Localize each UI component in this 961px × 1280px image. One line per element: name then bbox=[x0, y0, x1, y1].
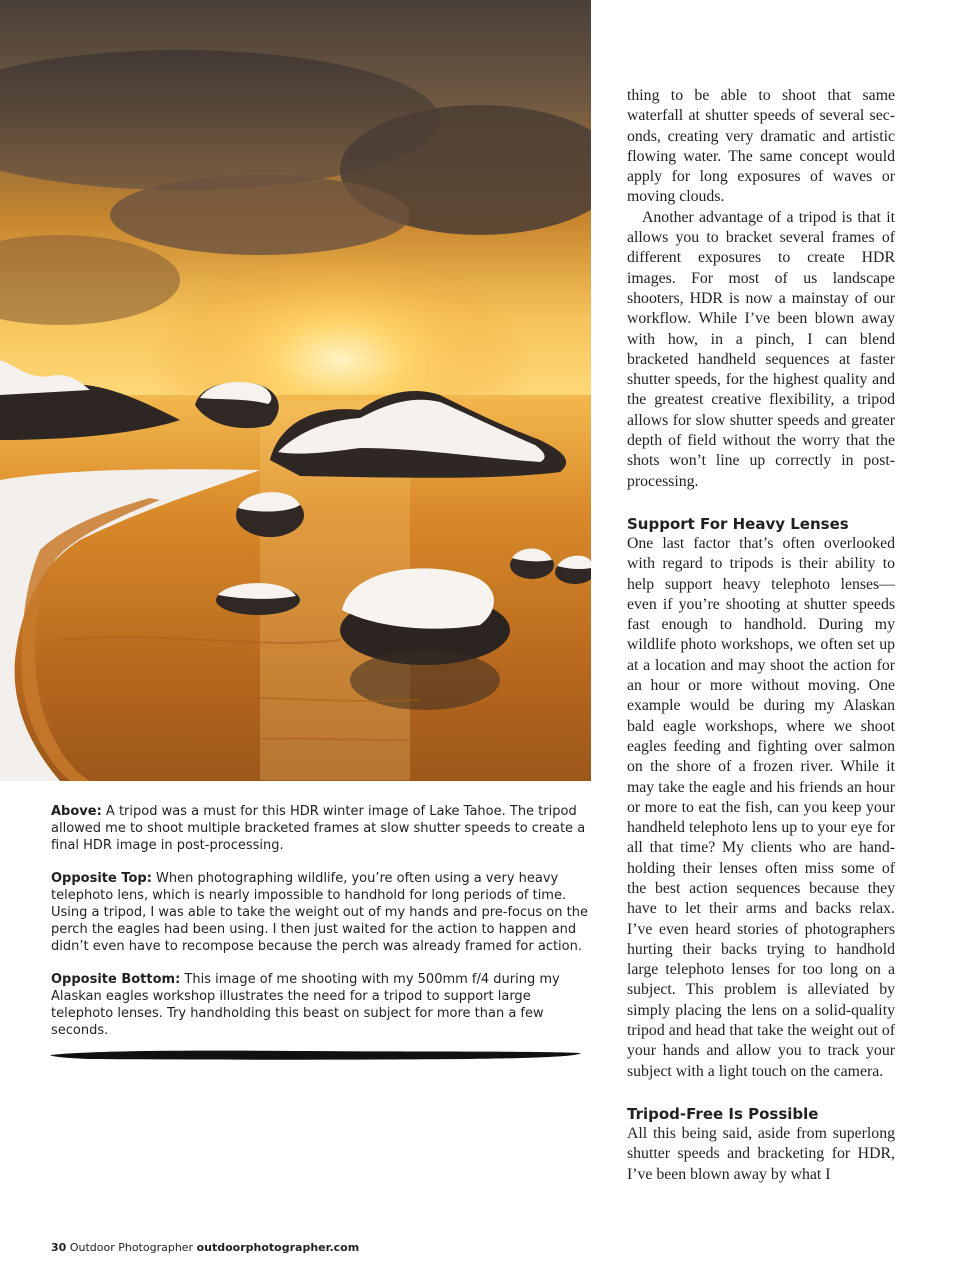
article-paragraph: thing to be able to shoot that same waterfall at shutter speeds of several seconds, creating very dramatic and artistic flowing water. The same concept would apply for long exposures of waves or moving clouds. bbox=[627, 87, 895, 206]
caption-label: Opposite Bottom: bbox=[51, 972, 181, 987]
caption-opposite-top bbox=[51, 870, 591, 955]
lake-tahoe-photo bbox=[0, 0, 591, 781]
photo-captions bbox=[51, 803, 591, 1055]
caption-above bbox=[51, 803, 591, 854]
caption-opposite-bottom bbox=[51, 971, 591, 1039]
article-paragraph: All this being said, aside from superlong shutter speeds and bracketing for HDR, I’ve been blown away by what I bbox=[627, 1124, 895, 1183]
page-footer bbox=[51, 1241, 359, 1254]
sunset-landscape-image bbox=[0, 0, 591, 781]
caption-text: When photographing wildlife, you’re often using a very heavy telephoto lens, which is nearly impossible to handhold for long periods of time. Using a tripod, I was able to take the weight out of my hands and pre-focus on the perch the eagles had been using. I then just waited for the action to happen and didn’t even have to recompose because the perch was already framed for action. bbox=[51, 871, 588, 954]
caption-text: A tripod was a must for this HDR winter image of Lake Tahoe. The tripod allowed me to shoot multiple bracketed frames at slow shutter speeds to create a final HDR image in post-processing. bbox=[51, 804, 586, 853]
caption-label: Above: bbox=[51, 804, 102, 819]
brush-stroke-divider bbox=[48, 1048, 583, 1062]
article-body bbox=[627, 86, 895, 1185]
magazine-name: Outdoor Photographer bbox=[69, 1241, 194, 1254]
article-paragraph: One last factor that’s often overlooked with regard to tripods is their ability to help support heavy telephoto lenses—even if you’re shooting at shutter speeds fast enough to handhold. During my wildlife photo workshops, we often set up at a location and may shoot the action for an hour or more without moving. One example would be during my Alaskan bald eagle workshops, where we shoot eagles feeding and fighting over salmon on the shore of a frozen river. While it may take the eagle and his friends an hour or more to eat the fish, can you keep your handheld telephoto lens up to your eye for all that time? My clients who are handholding their lenses often miss some of the best action sequences because they have to let their arms and backs relax. I’ve even heard stories of photographers hurting their backs trying to handhold large telephoto lenses for too long on a subject. This problem is alleviated by simply placing the lens on a solid-quality tripod and head that take the weight out of your hands and allow you to track your subject with a light touch on the camera. bbox=[627, 534, 895, 1080]
article-paragraph: Another advantage of a tripod is that it allows you to bracket several frames of different exposures to create HDR images. For most of us landscape shooters, HDR is now a mainstay of our workflow. While I’ve been blown away with how, in a pinch, I can blend bracketed handheld sequences at faster shutter speeds, for the highest quality and the greatest creative flexibility, a tripod allows for slow shutter speeds and greater depth of field without the worry that the shots won’t line up correctly in post-processing. bbox=[627, 208, 895, 490]
page-number: 30 bbox=[51, 1241, 67, 1254]
caption-text: This image of me shooting with my 500mm f/4 during my Alaskan eagles workshop illustrates the need for a tripod to support large telephoto lenses. Try handholding this beast on subject for more than a few seconds. bbox=[51, 972, 560, 1038]
section-heading-tripod-free-is-possible: Tripod-Free Is Possible bbox=[627, 1104, 819, 1123]
magazine-url: outdoorphotographer.com bbox=[196, 1241, 360, 1254]
caption-label: Opposite Top: bbox=[51, 871, 152, 886]
section-heading-support-for-heavy-lenses: Support For Heavy Lenses bbox=[627, 514, 849, 533]
